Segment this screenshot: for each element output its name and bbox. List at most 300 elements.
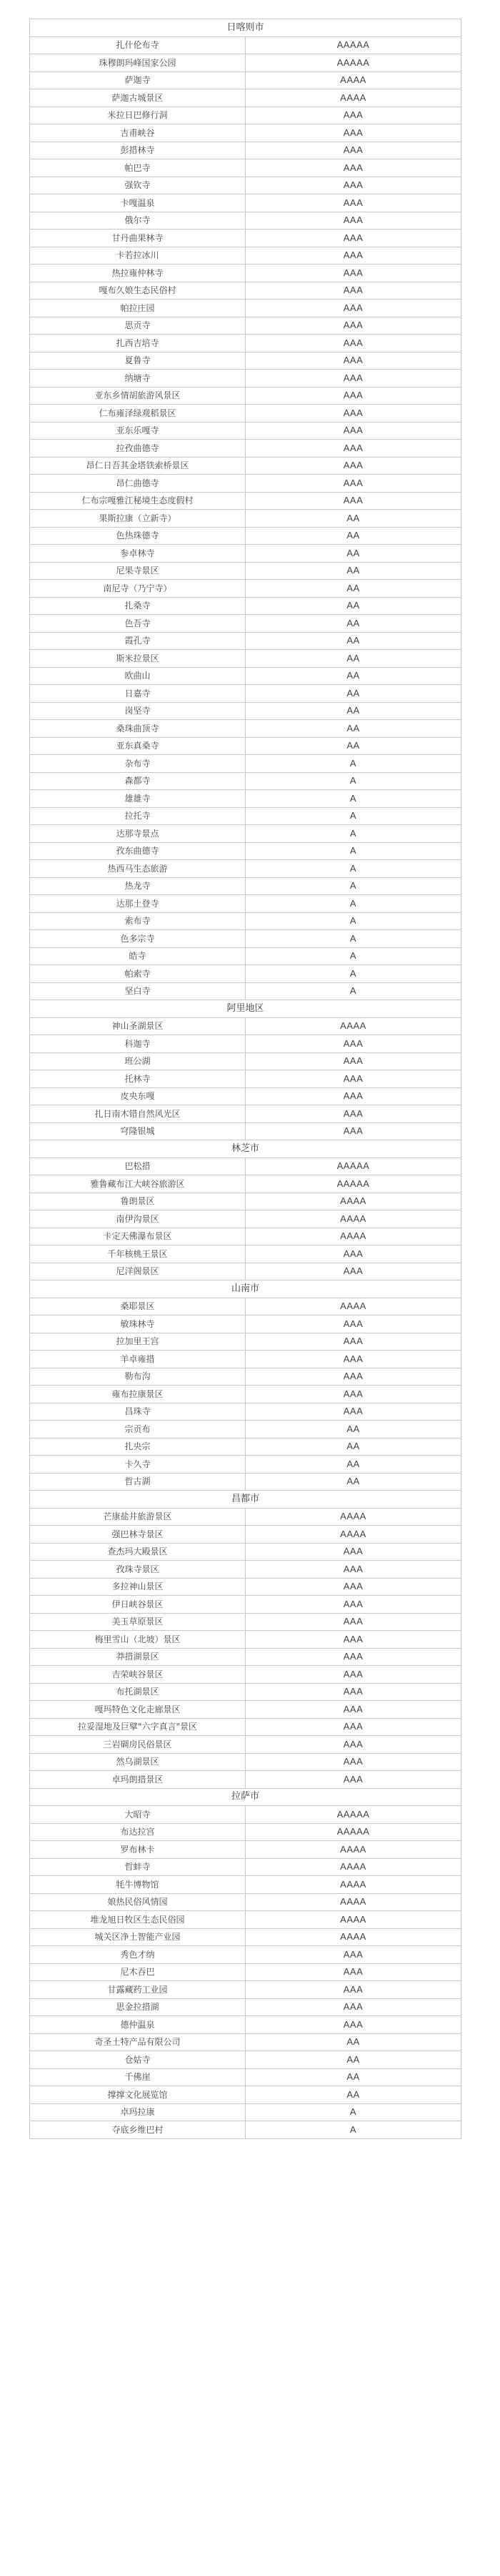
table-row <box>30 2103 461 2121</box>
spot-name: 仓姑寺 <box>30 2051 246 2069</box>
table-row <box>30 1263 461 1280</box>
region-header-row <box>30 1280 461 1298</box>
spot-name: 雅鲁藏布江大峡谷旅游区 <box>30 1175 246 1193</box>
spot-grade: AAAA <box>246 1911 461 1929</box>
table-row <box>30 107 461 124</box>
spot-name: 色热珠德寺 <box>30 527 246 545</box>
spot-grade: AAAA <box>246 1526 461 1544</box>
table-row <box>30 1841 461 1859</box>
table-row <box>30 1666 461 1684</box>
table-row <box>30 1701 461 1719</box>
spot-grade: AAA <box>246 1998 461 2016</box>
spot-name: 参卓林寺 <box>30 545 246 563</box>
table-row <box>30 230 461 247</box>
spot-grade: AAA <box>246 159 461 177</box>
spot-grade: A <box>246 2103 461 2121</box>
spot-grade: AAA <box>246 1561 461 1579</box>
spot-name: 尼木吞巴 <box>30 1963 246 1981</box>
spot-name: 布托湖景区 <box>30 1683 246 1701</box>
spot-name: 卡定天佛瀑布景区 <box>30 1228 246 1245</box>
spot-grade: AAA <box>246 194 461 212</box>
spot-name: 南尼寺（乃宁寺） <box>30 580 246 598</box>
spot-name: 查杰玛大殿景区 <box>30 1543 246 1561</box>
spot-name: 甘丹曲果林寺 <box>30 230 246 247</box>
spot-name: 卡嘎温泉 <box>30 194 246 212</box>
spot-name: 色多宗寺 <box>30 930 246 948</box>
spot-name: 思贡寺 <box>30 317 246 335</box>
region-name: 林芝市 <box>30 1140 461 1158</box>
spot-grade: AAA <box>246 1648 461 1666</box>
spot-name: 萨迦古城景区 <box>30 89 246 107</box>
spot-grade: AA <box>246 510 461 528</box>
table-row <box>30 2121 461 2139</box>
spot-grade: AAA <box>246 1105 461 1123</box>
spot-name: 帕巴寺 <box>30 159 246 177</box>
table-row <box>30 1683 461 1701</box>
spot-name: 卓玛拉康 <box>30 2103 246 2121</box>
table-row <box>30 842 461 860</box>
spot-grade: AAA <box>246 1736 461 1754</box>
table-row <box>30 1193 461 1210</box>
spot-name: 坚白寺 <box>30 982 246 1000</box>
spot-grade: AAAA <box>246 1210 461 1228</box>
spot-name: 扎桑寺 <box>30 597 246 615</box>
spot-grade: AAA <box>246 457 461 475</box>
spot-grade: A <box>246 755 461 773</box>
table-row <box>30 475 461 493</box>
table-row <box>30 720 461 738</box>
table-row <box>30 860 461 878</box>
spot-grade: AAA <box>246 107 461 124</box>
spot-name: 果斯拉康（立新寺） <box>30 510 246 528</box>
spot-grade: AAA <box>246 1981 461 1999</box>
spot-grade: AAA <box>246 177 461 194</box>
spot-grade: AA <box>246 2051 461 2069</box>
table-row <box>30 1526 461 1544</box>
table-row <box>30 1578 461 1596</box>
scenic-spots-table <box>29 19 461 2139</box>
spot-grade: AAA <box>246 1052 461 1070</box>
table-row <box>30 457 461 475</box>
spot-name: 索布寺 <box>30 912 246 930</box>
table-row <box>30 1122 461 1140</box>
spot-name: 美玉草原景区 <box>30 1613 246 1631</box>
spot-grade: A <box>246 965 461 983</box>
spot-name: 斯米拉景区 <box>30 650 246 668</box>
region-name: 昌都市 <box>30 1491 461 1509</box>
table-row <box>30 405 461 423</box>
table-row <box>30 790 461 808</box>
spot-grade: AA <box>246 737 461 755</box>
spot-grade: AA <box>246 702 461 720</box>
spot-grade: AAA <box>246 1718 461 1736</box>
spot-name: 堆龙旭日牧区生态民俗园 <box>30 1911 246 1929</box>
table-row <box>30 1333 461 1351</box>
spot-grade: A <box>246 2121 461 2139</box>
table-row <box>30 650 461 668</box>
spot-name: 科迦寺 <box>30 1035 246 1053</box>
spot-grade: AAA <box>246 1245 461 1263</box>
spot-name: 德仲温泉 <box>30 2016 246 2034</box>
spot-name: 达那土登寺 <box>30 895 246 913</box>
spot-grade: AAA <box>246 1946 461 1964</box>
table-row <box>30 1087 461 1105</box>
table-row <box>30 1070 461 1088</box>
spot-name: 热西马生态旅游 <box>30 860 246 878</box>
spot-name: 扎什伦布寺 <box>30 36 246 54</box>
spot-name: 大昭寺 <box>30 1806 246 1824</box>
spot-grade: AA <box>246 1473 461 1491</box>
table-row <box>30 1631 461 1649</box>
spot-name: 拉托寺 <box>30 807 246 825</box>
table-row <box>30 825 461 843</box>
spot-grade: AA <box>246 720 461 738</box>
spot-grade: A <box>246 807 461 825</box>
spot-name: 日嘉寺 <box>30 685 246 703</box>
table-row <box>30 159 461 177</box>
spot-name: 帕拉庄园 <box>30 300 246 317</box>
spot-grade: AAA <box>246 1596 461 1614</box>
spot-name: 昂仁日吾其金塔铁索桥景区 <box>30 457 246 475</box>
spot-grade: AAA <box>246 1963 461 1981</box>
table-row <box>30 1017 461 1035</box>
spot-name: 卡若拉冰川 <box>30 247 246 265</box>
spot-name: 勒布沟 <box>30 1368 246 1386</box>
spot-name: 孜东曲德寺 <box>30 842 246 860</box>
spot-grade: AAA <box>246 1666 461 1684</box>
spot-name: 托林寺 <box>30 1070 246 1088</box>
spot-grade: AAA <box>246 317 461 335</box>
spot-grade: AAA <box>246 212 461 230</box>
table-row <box>30 1210 461 1228</box>
spot-grade: AAA <box>246 300 461 317</box>
table-body <box>30 19 461 2139</box>
spot-name: 欧曲山 <box>30 667 246 685</box>
table-row <box>30 510 461 528</box>
table-row <box>30 1438 461 1456</box>
spot-grade: A <box>246 825 461 843</box>
spot-grade: A <box>246 842 461 860</box>
spot-grade: AAA <box>246 1578 461 1596</box>
table-row <box>30 300 461 317</box>
spot-name: 鲁朗景区 <box>30 1193 246 1210</box>
spot-name: 南伊沟景区 <box>30 1210 246 1228</box>
spot-name: 强巴林寺景区 <box>30 1526 246 1544</box>
table-row <box>30 1981 461 1999</box>
table-row <box>30 1893 461 1911</box>
spot-name: 班公湖 <box>30 1052 246 1070</box>
spot-name: 巴松措 <box>30 1158 246 1175</box>
spot-grade: AAAA <box>246 71 461 89</box>
table-row <box>30 1316 461 1333</box>
spot-name: 夺底乡维巴村 <box>30 2121 246 2139</box>
spot-grade: AAA <box>246 1683 461 1701</box>
spot-grade: AAA <box>246 142 461 159</box>
table-row <box>30 1508 461 1526</box>
spot-name: 拉妥湿地及巨擘"六字真言"景区 <box>30 1718 246 1736</box>
spot-grade: AAAA <box>246 1876 461 1894</box>
table-row <box>30 2086 461 2104</box>
spot-name: 卓玛朗措景区 <box>30 1771 246 1789</box>
table-row <box>30 335 461 352</box>
spot-grade: AAA <box>246 492 461 510</box>
spot-grade: AAA <box>246 1316 461 1333</box>
spot-name: 萨迦寺 <box>30 71 246 89</box>
table-row <box>30 1386 461 1403</box>
spot-grade: AA <box>246 545 461 563</box>
spot-name: 彭措林寺 <box>30 142 246 159</box>
spot-grade: AAA <box>246 1087 461 1105</box>
spot-grade: A <box>246 895 461 913</box>
spot-grade: AAA <box>246 1771 461 1789</box>
table-row <box>30 667 461 685</box>
spot-name: 桑耶景区 <box>30 1298 246 1316</box>
region-name: 拉萨市 <box>30 1788 461 1806</box>
table-row <box>30 2051 461 2069</box>
spot-grade: AAA <box>246 1753 461 1771</box>
table-row <box>30 772 461 790</box>
spot-name: 森都寺 <box>30 772 246 790</box>
spot-name: 仁布宗嘎雅江秘境生态度假村 <box>30 492 246 510</box>
spot-name: 伊日峡谷景区 <box>30 1596 246 1614</box>
spot-name: 俄尔寺 <box>30 212 246 230</box>
spot-name: 梅里雪山（北坡）景区 <box>30 1631 246 1649</box>
spot-grade: AAA <box>246 335 461 352</box>
spot-name: 孜珠寺景区 <box>30 1561 246 1579</box>
spot-grade: AA <box>246 650 461 668</box>
spot-grade: AAAA <box>246 89 461 107</box>
table-row <box>30 2016 461 2034</box>
table-row <box>30 562 461 580</box>
spot-grade: AAA <box>246 475 461 493</box>
spot-grade: AAA <box>246 1333 461 1351</box>
table-row <box>30 1823 461 1841</box>
table-row <box>30 1718 461 1736</box>
table-row <box>30 54 461 72</box>
spot-name: 珠穆朗玛峰国家公园 <box>30 54 246 72</box>
spot-name: 纳塘寺 <box>30 370 246 388</box>
table-row <box>30 807 461 825</box>
table-row <box>30 352 461 370</box>
spot-name: 甘露藏药工业园 <box>30 1981 246 1999</box>
spot-grade: AAA <box>246 370 461 388</box>
spot-grade: AA <box>246 2068 461 2086</box>
table-row <box>30 1403 461 1421</box>
spot-grade: AAAA <box>246 1017 461 1035</box>
spot-name: 罗布林卡 <box>30 1841 246 1859</box>
spot-name: 卡久寺 <box>30 1456 246 1474</box>
spot-grade: AA <box>246 580 461 598</box>
table-row <box>30 1613 461 1631</box>
spot-grade: AA <box>246 685 461 703</box>
spot-name: 然乌湖景区 <box>30 1753 246 1771</box>
spot-grade: AAA <box>246 1368 461 1386</box>
table-row <box>30 912 461 930</box>
spot-name: 扎日南木错自然风光区 <box>30 1105 246 1123</box>
spot-grade: AAA <box>246 2016 461 2034</box>
spot-name: 仁布雍泽绿观稻景区 <box>30 405 246 423</box>
table-row <box>30 317 461 335</box>
region-name: 日喀则市 <box>30 19 461 37</box>
table-row <box>30 282 461 300</box>
table-row <box>30 124 461 142</box>
spot-grade: AAA <box>246 1122 461 1140</box>
spot-grade: AAA <box>246 282 461 300</box>
spot-name: 扎西吉培寺 <box>30 335 246 352</box>
table-row <box>30 1928 461 1946</box>
spot-name: 嘎玛特色文化走廊景区 <box>30 1701 246 1719</box>
spot-grade: AAA <box>246 387 461 405</box>
spot-grade: AAA <box>246 440 461 458</box>
spot-name: 强钦寺 <box>30 177 246 194</box>
spot-grade: AAAAA <box>246 36 461 54</box>
spot-grade: AAA <box>246 265 461 282</box>
spot-grade: AA <box>246 562 461 580</box>
table-row <box>30 965 461 983</box>
table-row <box>30 2068 461 2086</box>
table-row <box>30 1998 461 2016</box>
table-row <box>30 1771 461 1789</box>
spot-name: 秀色才纳 <box>30 1946 246 1964</box>
spot-name: 皓寺 <box>30 947 246 965</box>
spot-grade: AA <box>246 632 461 650</box>
spot-grade: AAAA <box>246 1928 461 1946</box>
spot-name: 杂布寺 <box>30 755 246 773</box>
spot-name: 达那寺景点 <box>30 825 246 843</box>
spot-grade: AAA <box>246 422 461 440</box>
spot-grade: AAA <box>246 1263 461 1280</box>
region-header-row <box>30 1140 461 1158</box>
spot-name: 色吾寺 <box>30 615 246 633</box>
spot-name: 桑珠曲顶寺 <box>30 720 246 738</box>
spot-name: 千年核桃王景区 <box>30 1245 246 1263</box>
spot-grade: AAAAA <box>246 1806 461 1824</box>
table-row <box>30 1648 461 1666</box>
spot-grade: AAAAA <box>246 54 461 72</box>
spot-grade: AAA <box>246 352 461 370</box>
spot-grade: AAA <box>246 1543 461 1561</box>
table-row <box>30 1351 461 1368</box>
table-row <box>30 1911 461 1929</box>
region-name: 阿里地区 <box>30 1000 461 1018</box>
spot-name: 穹隆银城 <box>30 1122 246 1140</box>
spot-name: 尼洋阁景区 <box>30 1263 246 1280</box>
table-row <box>30 737 461 755</box>
table-row <box>30 247 461 265</box>
table-row <box>30 387 461 405</box>
table-row <box>30 1228 461 1245</box>
region-header-row <box>30 1491 461 1509</box>
spot-name: 皮央东嘎 <box>30 1087 246 1105</box>
spot-grade: AA <box>246 1438 461 1456</box>
table-row <box>30 755 461 773</box>
table-row <box>30 212 461 230</box>
spot-grade: AAA <box>246 1613 461 1631</box>
spot-name: 嘎布久娘生态民俗村 <box>30 282 246 300</box>
table-row <box>30 1596 461 1614</box>
spot-grade: A <box>246 790 461 808</box>
spot-grade: AAAA <box>246 1841 461 1859</box>
table-row <box>30 142 461 159</box>
spot-name: 芒康盐井旅游景区 <box>30 1508 246 1526</box>
table-row <box>30 895 461 913</box>
spot-name: 热拉雍仲林寺 <box>30 265 246 282</box>
table-row <box>30 1543 461 1561</box>
table-row <box>30 1456 461 1474</box>
spot-grade: AAA <box>246 1386 461 1403</box>
spot-grade: AAA <box>246 1631 461 1649</box>
table-row <box>30 1158 461 1175</box>
spot-name: 扎央宗 <box>30 1438 246 1456</box>
spot-name: 宗贡布 <box>30 1421 246 1438</box>
spot-name: 昂仁曲德寺 <box>30 475 246 493</box>
spot-name: 哲蚌寺 <box>30 1858 246 1876</box>
table-row <box>30 1736 461 1754</box>
spot-name: 布达拉宫 <box>30 1823 246 1841</box>
spot-grade: AA <box>246 2033 461 2051</box>
table-row <box>30 947 461 965</box>
spot-name: 雄雄寺 <box>30 790 246 808</box>
spot-name: 千佛崖 <box>30 2068 246 2086</box>
spot-grade: AAA <box>246 405 461 423</box>
table-row <box>30 1876 461 1894</box>
spot-name: 霞孔寺 <box>30 632 246 650</box>
spot-name: 吉荣峡谷景区 <box>30 1666 246 1684</box>
spot-grade: A <box>246 912 461 930</box>
table-row <box>30 685 461 703</box>
spot-name: 拉加里王宫 <box>30 1333 246 1351</box>
spot-name: 多拉神山景区 <box>30 1578 246 1596</box>
spot-name: 城关区净土智能产业园 <box>30 1928 246 1946</box>
table-row <box>30 440 461 458</box>
spot-name: 拉孜曲德寺 <box>30 440 246 458</box>
spot-name: 娘热民俗风情园 <box>30 1893 246 1911</box>
spot-name: 羊卓雍措 <box>30 1351 246 1368</box>
table-row <box>30 1473 461 1491</box>
spot-grade: AAAA <box>246 1858 461 1876</box>
table-row <box>30 2033 461 2051</box>
spot-grade: A <box>246 877 461 895</box>
table-row <box>30 1963 461 1981</box>
table-row <box>30 71 461 89</box>
spot-grade: AA <box>246 615 461 633</box>
table-row <box>30 36 461 54</box>
region-name: 山南市 <box>30 1280 461 1298</box>
table-row <box>30 615 461 633</box>
table-row <box>30 89 461 107</box>
table-row <box>30 545 461 563</box>
spot-grade: AAAA <box>246 1298 461 1316</box>
spot-name: 岗坚寺 <box>30 702 246 720</box>
spot-name: 尼果寺景区 <box>30 562 246 580</box>
table-row <box>30 1298 461 1316</box>
table-row <box>30 1175 461 1193</box>
spot-grade: AA <box>246 2086 461 2104</box>
spot-name: 吉甫峡谷 <box>30 124 246 142</box>
spot-name: 亚东乡情胡旅游风景区 <box>30 387 246 405</box>
spot-name: 三岩碉房民俗景区 <box>30 1736 246 1754</box>
spot-grade: AAAA <box>246 1193 461 1210</box>
table-row <box>30 1035 461 1053</box>
spot-grade: AAA <box>246 1070 461 1088</box>
spot-name: 热龙寺 <box>30 877 246 895</box>
spot-grade: AA <box>246 597 461 615</box>
spot-grade: AAA <box>246 230 461 247</box>
region-header-row <box>30 19 461 37</box>
spot-grade: AAA <box>246 1403 461 1421</box>
spot-grade: AA <box>246 527 461 545</box>
spot-name: 撑撑文化展览馆 <box>30 2086 246 2104</box>
